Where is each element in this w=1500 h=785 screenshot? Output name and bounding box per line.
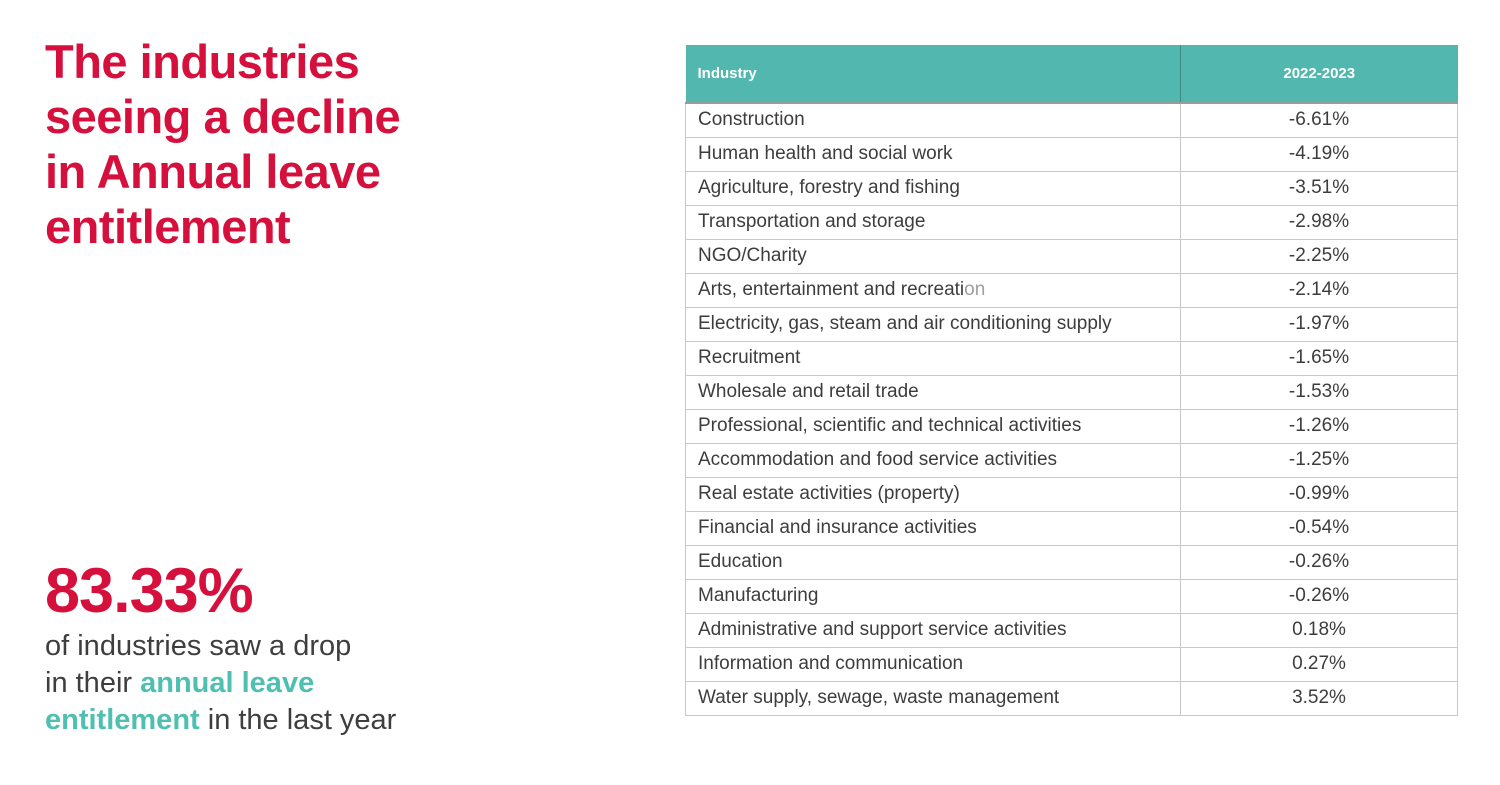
table-row xyxy=(686,239,1458,273)
value-cell: -1.97% xyxy=(1181,307,1458,341)
value-cell: -2.14% xyxy=(1181,273,1458,307)
stat-caption-text: in the last year xyxy=(199,704,397,736)
industry-cell: Real estate activities (property) xyxy=(686,477,1181,511)
table-row xyxy=(686,103,1458,137)
industry-cell: Information and communication xyxy=(686,647,1181,681)
page-title-line-2: seeing a decline xyxy=(45,90,401,143)
stat-caption xyxy=(45,628,396,739)
table-row xyxy=(686,171,1458,205)
value-cell: -0.99% xyxy=(1181,477,1458,511)
table-header xyxy=(686,45,1458,103)
industry-cell: Construction xyxy=(686,103,1181,137)
stat-caption-line-2 xyxy=(45,665,396,702)
stat-caption-line-1 xyxy=(45,628,396,665)
industry-cell: Wholesale and retail trade xyxy=(686,375,1181,409)
industry-text-faded: on xyxy=(964,279,986,300)
value-cell: -0.54% xyxy=(1181,511,1458,545)
table-row xyxy=(686,409,1458,443)
industry-cell: NGO/Charity xyxy=(686,239,1181,273)
page-title-line-3: in Annual leave xyxy=(45,145,381,198)
stat-caption-highlight: entitlement xyxy=(45,704,200,736)
industry-text: Arts, entertainment and recreati xyxy=(698,279,965,300)
value-cell: 0.27% xyxy=(1181,647,1458,681)
value-cell: -1.65% xyxy=(1181,341,1458,375)
value-cell: -1.26% xyxy=(1181,409,1458,443)
industry-cell: Human health and social work xyxy=(686,137,1181,171)
industry-cell: Recruitment xyxy=(686,341,1181,375)
column-header-industry: Industry xyxy=(686,45,1181,103)
table-row xyxy=(686,307,1458,341)
industry-cell: Accommodation and food service activities xyxy=(686,443,1181,477)
page-title xyxy=(45,34,400,254)
table-row xyxy=(686,681,1458,715)
stat-caption-text: of industries saw a drop xyxy=(45,630,352,662)
stat-caption-highlight: annual leave xyxy=(140,667,315,699)
value-cell: -2.98% xyxy=(1181,205,1458,239)
industry-cell: Administrative and support service activities xyxy=(686,613,1181,647)
table-row xyxy=(686,443,1458,477)
value-cell: -4.19% xyxy=(1181,137,1458,171)
value-cell: -2.25% xyxy=(1181,239,1458,273)
value-cell: -3.51% xyxy=(1181,171,1458,205)
stat-value: 83.33% xyxy=(45,556,253,626)
value-cell: 3.52% xyxy=(1181,681,1458,715)
industry-cell xyxy=(686,273,1181,307)
industry-cell: Manufacturing xyxy=(686,579,1181,613)
stat-caption-line-3 xyxy=(45,702,396,739)
table-row xyxy=(686,341,1458,375)
table-row xyxy=(686,137,1458,171)
table-row xyxy=(686,205,1458,239)
industry-cell: Financial and insurance activities xyxy=(686,511,1181,545)
table-row xyxy=(686,477,1458,511)
table-row xyxy=(686,579,1458,613)
table-body xyxy=(686,103,1458,715)
industry-cell: Electricity, gas, steam and air conditioning supply xyxy=(686,307,1181,341)
page-title-line-4: entitlement xyxy=(45,200,291,253)
table-header-row xyxy=(686,45,1458,103)
table-row xyxy=(686,613,1458,647)
table-row xyxy=(686,273,1458,307)
page-title-line-1: The industries xyxy=(45,35,360,88)
value-cell: -0.26% xyxy=(1181,579,1458,613)
industry-cell: Water supply, sewage, waste management xyxy=(686,681,1181,715)
industry-cell: Transportation and storage xyxy=(686,205,1181,239)
stat-block xyxy=(45,558,396,739)
value-cell: -6.61% xyxy=(1181,103,1458,137)
table-row xyxy=(686,545,1458,579)
industry-cell: Agriculture, forestry and fishing xyxy=(686,171,1181,205)
column-header-2022-2023: 2022-2023 xyxy=(1181,45,1458,103)
value-cell: -1.25% xyxy=(1181,443,1458,477)
table-row xyxy=(686,647,1458,681)
industry-cell: Professional, scientific and technical activities xyxy=(686,409,1181,443)
industry-table xyxy=(685,45,1458,716)
value-cell: -0.26% xyxy=(1181,545,1458,579)
table-row xyxy=(686,511,1458,545)
table-row xyxy=(686,375,1458,409)
value-cell: -1.53% xyxy=(1181,375,1458,409)
stat-caption-text: in their xyxy=(45,667,141,699)
value-cell: 0.18% xyxy=(1181,613,1458,647)
industry-cell: Education xyxy=(686,545,1181,579)
